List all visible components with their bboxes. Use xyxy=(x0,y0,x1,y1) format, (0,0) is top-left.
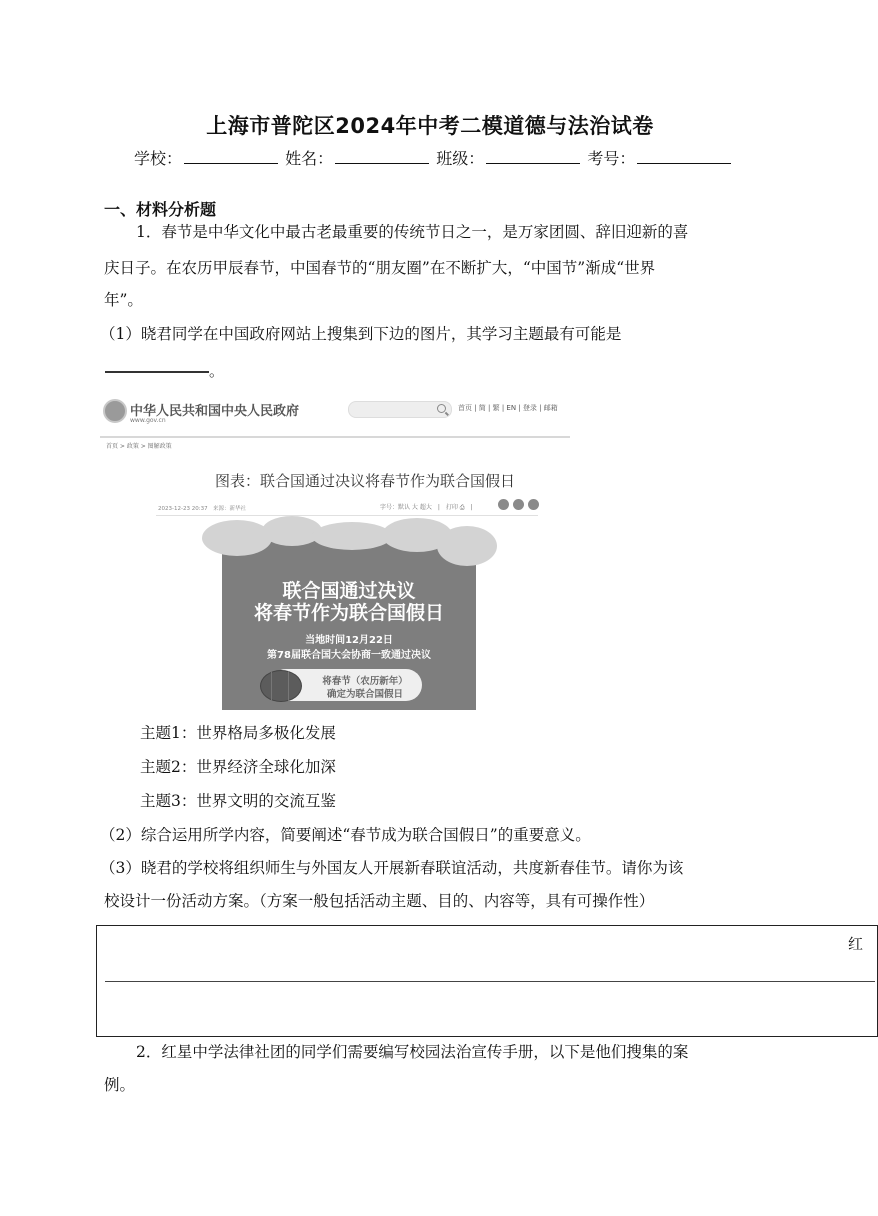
cloud-decoration xyxy=(202,520,272,556)
gov-site-name: 中华人民共和国中央人民政府 xyxy=(130,404,300,419)
school-label: 学校： xyxy=(134,149,183,168)
weibo-share-icon xyxy=(513,499,524,510)
gov-site-url: www.gov.cn xyxy=(130,417,166,424)
un-holiday-poster xyxy=(222,536,476,710)
q1-sub2: （2）综合运用所学内容，简要阐述“春节成为联合国假日”的重要意义。 xyxy=(100,826,591,844)
poster-title-line1: 联合国通过决议 xyxy=(282,580,416,602)
q1-sub1-blank xyxy=(105,371,209,373)
cloud-decoration xyxy=(312,522,392,550)
answer-line xyxy=(105,981,875,982)
gov-article-meta: 2023-12-23 20:37 来源：新华社 xyxy=(158,506,247,512)
paper-title: 上海市普陀区2024年中考二模道德与法治试卷 xyxy=(206,114,654,138)
search-icon xyxy=(437,404,446,413)
qzone-share-icon xyxy=(528,499,539,510)
q2-line2: 例。 xyxy=(104,1076,136,1094)
section-heading: 一、材料分析题 xyxy=(104,200,217,219)
gov-figure-title: 图表：联合国通过决议将春节作为联合国假日 xyxy=(214,472,515,490)
q1-sub1: （1）晓君同学在中国政府网站上搜集到下边的图片，其学习主题最有可能是 xyxy=(100,325,622,343)
q1-intro-line3: 年”。 xyxy=(104,291,143,309)
cloud-decoration xyxy=(437,526,497,566)
theme-3: 主题3：世界文明的交流互鉴 xyxy=(140,792,336,810)
answer-box[interactable] xyxy=(96,925,878,1037)
gov-search-box xyxy=(348,401,452,418)
gov-nav-links: 首页 | 简 | 繁 | EN | 登录 | 邮箱 xyxy=(458,404,558,412)
poster-title-line2: 将春节作为联合国假日 xyxy=(253,602,444,624)
q1-intro-line1: 1．春节是中华文化中最古老最重要的传统节日之一，是万家团圆、辞旧迎新的喜 xyxy=(136,223,689,241)
exam-number-blank xyxy=(637,149,731,164)
exam-number-label: 考号： xyxy=(587,149,636,168)
name-label: 姓名： xyxy=(285,149,334,168)
pill-line2: 确定为联合国假日 xyxy=(326,689,403,700)
gov-article-tools: 字号：默认 大 超大 | 打印 ⎙ | xyxy=(380,504,473,511)
q1-sub3-line1: （3）晓君的学校将组织师生与外国友人开展新春联谊活动，共度新春佳节。请你为该 xyxy=(100,859,684,877)
poster-subtitle-line1: 当地时间12月22日 xyxy=(305,635,393,646)
class-label: 班级： xyxy=(436,149,485,168)
q2-line1: 2．红星中学法律社团的同学们需要编写校园法治宣传手册，以下是他们搜集的案 xyxy=(136,1043,689,1061)
theme-2: 主题2：世界经济全球化加深 xyxy=(140,758,336,776)
lantern-icon xyxy=(260,670,302,702)
meta-divider xyxy=(156,515,538,516)
poster-subtitle-line2: 第78届联合国大会协商一致通过决议 xyxy=(267,650,431,661)
answer-box-text: 红 xyxy=(848,935,864,953)
q1-intro-line2: 庆日子。在农历甲辰春节，中国春节的“朋友圈”在不断扩大，“中国节”渐成“世界 xyxy=(104,259,656,277)
class-blank xyxy=(486,149,580,164)
q1-sub3-line2: 校设计一份活动方案。（方案一般包括活动主题、目的、内容等，具有可操作性） xyxy=(104,892,655,910)
national-emblem-icon xyxy=(103,399,127,423)
q1-sub1-end: 。 xyxy=(209,362,225,380)
student-info-line xyxy=(134,146,733,169)
school-blank xyxy=(184,149,278,164)
gov-breadcrumb: 首页 > 政策 > 图解政策 xyxy=(106,443,172,450)
gov-screenshot xyxy=(100,390,570,720)
wechat-share-icon xyxy=(498,499,509,510)
gov-header xyxy=(100,390,570,438)
pill-line1: 将春节（农历新年） xyxy=(322,676,408,687)
name-blank xyxy=(335,149,429,164)
theme-1: 主题1：世界格局多极化发展 xyxy=(140,724,336,742)
